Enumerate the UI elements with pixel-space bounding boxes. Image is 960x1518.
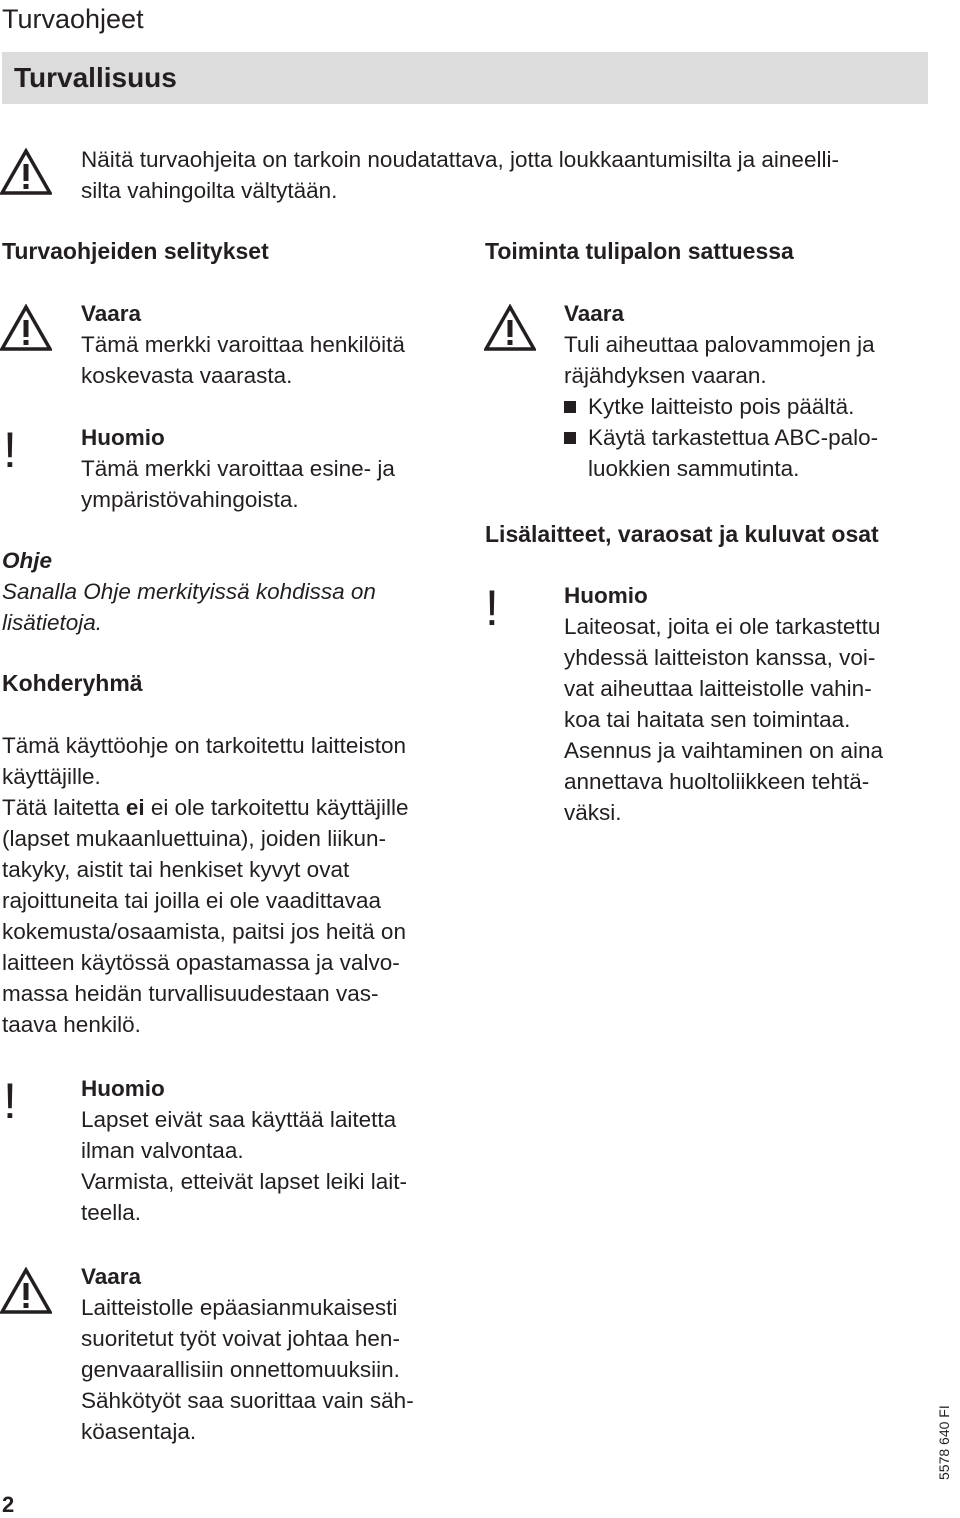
page-number: 2 — [2, 1492, 15, 1517]
children-note: Huomio Lapset eivät saa käyttää laitetta ilman valvontaa. Varmista, etteivät lapset leiki lait- teella. — [81, 1073, 407, 1228]
fire-heading: Toiminta tulipalon sattuessa — [485, 238, 794, 264]
huomio-explanation: Huomio Tämä merkki varoittaa esine- ja ympäristövahingoista. — [81, 422, 395, 515]
fire-warning: Vaara Tuli aiheuttaa palovammojen ja räjähdyksen vaaran. Kytke laitteisto pois päältä. Käytä tarkastettua ABC-palo- luokkien sammutinta. — [564, 298, 878, 484]
warning-triangle-icon — [0, 148, 52, 196]
exclamation-icon: ! — [485, 580, 499, 636]
intro-text: Näitä turvaohjeita on tarkoin noudatattava, jotta loukkaantumisilta ja aineelli- silta vahingoilta vältytään. — [81, 147, 839, 203]
target-group-text: Tämä käyttöohje on tarkoitettu laitteiston käyttäjille. Tätä laitetta ei ei ole tarkoitettu käyttäjille (lapset mukaanluettuina), joiden liikun- takyky, aistit tai henkiset kyvyt ovat rajoittuneita tai joilla ei ole vaadittavaa kokemusta/osaamista, paitsi jos heitä on laitteen käytössä opastamassa ja valvo- massa heidän turvallisuudestaan vas- taava henkilö. — [2, 733, 409, 1037]
warning-triangle-icon — [484, 304, 536, 352]
target-group-heading: Kohderyhmä — [2, 670, 143, 696]
parts-note: Huomio Laiteosat, joita ei ole tarkastettu yhdessä laitteiston kanssa, voi- vat aiheuttaa laitteistolle vahin- koa tai haitata sen toimintaa. Asennus ja vaihtaminen on aina annettava huoltoliikkeen tehtä- väksi. — [564, 580, 883, 828]
section-banner — [2, 52, 928, 104]
huomio-title: Huomio — [81, 425, 165, 450]
children-note-title: Huomio — [81, 1076, 165, 1101]
fire-warning-title: Vaara — [564, 301, 625, 326]
vaara-explanation: Vaara Tämä merkki varoittaa henkilöitä koskevasta vaarasta. — [81, 298, 405, 391]
exclamation-icon: ! — [3, 422, 17, 478]
electric-note-title: Vaara — [81, 1264, 142, 1289]
electric-note: Vaara Laitteistolle epäasianmukaisesti suoritetut työt voivat johtaa hen- genvaarallisiin onnettomuuksiin. Sähkötyöt saa suorittaa vain säh- köasentaja. — [81, 1261, 414, 1447]
section-banner-title: Turvallisuus — [14, 62, 177, 93]
exclamation-icon: ! — [3, 1073, 17, 1129]
parts-note-title: Huomio — [564, 583, 648, 608]
fire-instructions-list — [564, 391, 878, 484]
warning-triangle-icon — [0, 1267, 52, 1315]
list-item: Käytä tarkastettua ABC-palo- luokkien sammutinta. — [564, 422, 878, 484]
document-number: 5578 640 FI — [936, 1405, 952, 1480]
ohje-title: Ohje — [2, 548, 53, 573]
vaara-title: Vaara — [81, 301, 142, 326]
parts-heading: Lisälaitteet, varaosat ja kuluvat osat — [485, 521, 879, 547]
explanations-heading: Turvaohjeiden selitykset — [2, 238, 269, 264]
page-title: Turvaohjeet — [2, 4, 144, 34]
warning-triangle-icon — [0, 304, 52, 352]
list-item: Kytke laitteisto pois päältä. — [564, 391, 878, 422]
ohje-explanation: Ohje Sanalla Ohje merkityissä kohdissa on lisätietoja. — [2, 545, 376, 638]
